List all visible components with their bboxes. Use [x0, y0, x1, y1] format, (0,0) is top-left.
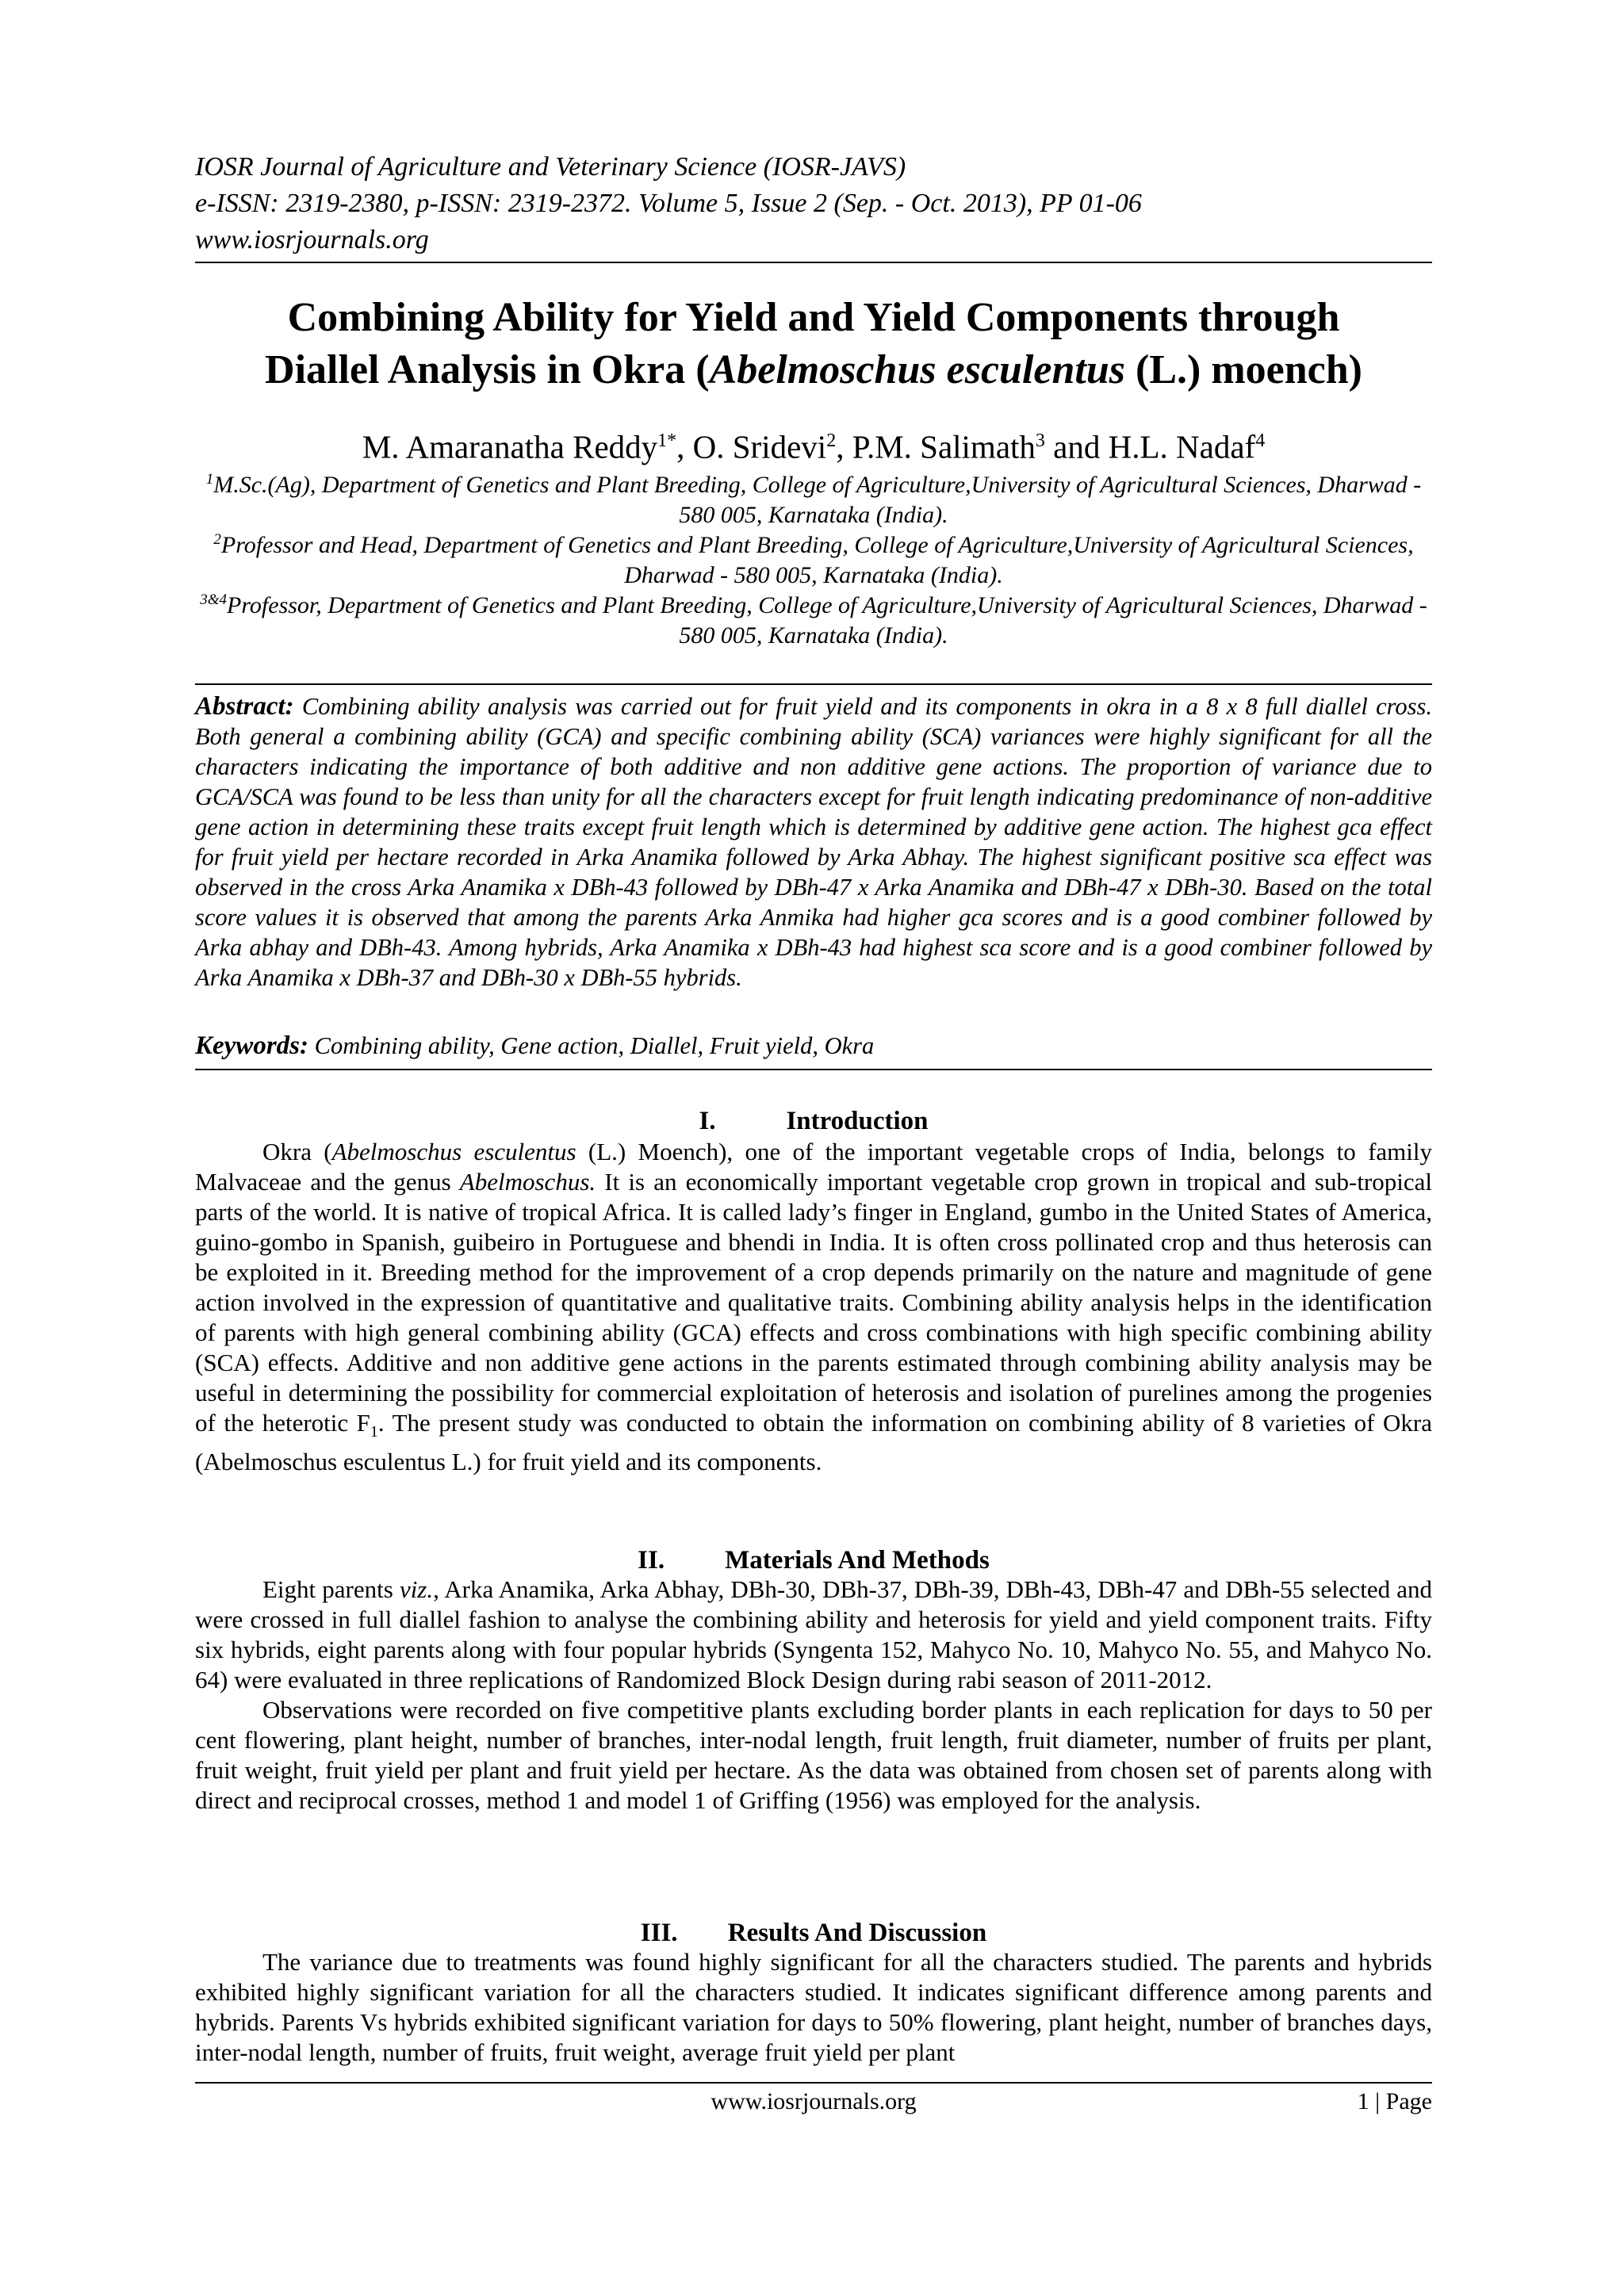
paragraph: Okra (Abelmoschus esculentus (L.) Moench), one of the important vegetable crops of India, belongs to family Malvaceae and the genus Abelmoschus. It is an economically important vegetable crop grown in tropical and sub-tropical parts of the world. It is native of tropical Africa. It is called lady’s finger in England, gumbo in the United States of America, guino-gombo in Spanish, guibeiro in Portuguese and bhendi in India. It is often cross pollinated crop and thus heterosis can be exploited in it. Breeding method for the improvement of a crop depends primarily on the nature and magnitude of gene action involved in the expression of quantitative and qualitative traits. Combining ability analysis helps in the identification of parents with high general combining ability (GCA) effects and cross combinations with high specific combining ability (SCA) effects. Additive and non additive gene actions in the parents estimated through combining ability analysis may be useful in determining the possibility for commercial exploitation of heterosis and isolation of purelines among the progenies of the heterotic $F_1$. The present study was conducted to obtain the information on combining ability of 8 varieties of Okra (Abelmoschus esculentus L.) for fruit yield and its components. [195, 1138, 1433, 1476]
footer-divider [195, 2082, 1432, 2084]
affiliation-3: $^{3\&4}$Professor, Department of Genetics and Plant Breeding, College of Agriculture,University of Agricultural Sciences, Dharwad - 580 005, Karnataka (India). [200, 591, 1427, 649]
affiliation-2: $^2$Professor and Head, Department of Genetics and Plant Breeding, College of Agriculture,University of Agricultural Sciences, Dharwad - 580 005, Karnataka (India). [213, 531, 1414, 588]
paragraph: Eight parents viz., Arka Anamika, Arka Abhay, DBh-30, DBh-37, DBh-39, DBh-43, DBh-47 and DBh-55 selected and were crossed in full diallel fashion to analyse the combining ability and heterosis for yield and yield component traits. Fifty six hybrids, eight parents along with four popular hybrids (Syngenta 152, Mahyco No. 10, Mahyco No. 55, and Mahyco No. 64) were evaluated in three replications of Randomized Block Design during rabi season of 2011-2012. [195, 1575, 1433, 1693]
abstract-bottom-divider [195, 1069, 1432, 1070]
abstract [195, 691, 1432, 993]
keywords-text: Combining ability, Gene action, Diallel, Fruit yield, Okra [308, 1032, 875, 1059]
journal-header [195, 149, 1432, 258]
paragraph: Observations were recorded on five competitive plants excluding border plants in each replication for days to 50 per cent flowering, plant height, number of branches, inter-nodal length, fruit length, fruit diameter, number of fruits per plant, fruit weight, fruit yield per plant and fruit yield per hectare. As the data was obtained from chosen set of parents along with direct and reciprocal crosses, method 1 and model 1 of Griffing (1956) was employed for the analysis. [195, 1696, 1432, 1814]
keywords-label: Keywords: [195, 1031, 308, 1060]
introduction-body [195, 1137, 1432, 1477]
journal-name: IOSR Journal of Agriculture and Veterinary Science (IOSR-JAVS) [195, 152, 906, 182]
results-discussion-body [195, 1947, 1432, 2068]
abstract-top-divider [195, 683, 1432, 685]
keywords [195, 1031, 1432, 1061]
footer-website: www.iosrjournals.org [710, 2088, 917, 2114]
title-line-2: Diallel Analysis in Okra (Abelmoschus esculentus (L.) moench) [265, 347, 1362, 392]
materials-methods-body [195, 1575, 1432, 1816]
author-list: M. Amaranatha Reddy$^{1*}$, O. Sridevi$^2$, P.M. Salimath$^3$ and H.L. Nadaf$^4$ [362, 428, 1266, 465]
abstract-text: Combining ability analysis was carried out for fruit yield and its components in okra in a 8 x 8 full diallel cross. Both general a combining ability (GCA) and specific combining ability (SCA) variances were highly significant for all the characters indicating the importance of both additive and non additive gene actions. The proportion of variance due to GCA/SCA was found to be less than unity for all the characters except for fruit length indicating predominance of non-additive gene action in determining these traits except fruit length which is determined by additive gene action. The highest gca effect for fruit yield per hectare recorded in Arka Anamika followed by Arka Abhay. The highest significant positive sca effect was observed in the cross Arka Anamika x DBh-43 followed by DBh-47 x Arka Anamika and DBh-47 x DBh-30. Based on the total score values it is observed that among the parents Arka Anmika had higher gca scores and is a good combiner followed by Arka abhay and DBh-43. Among hybrids, Arka Anamika x DBh-43 had highest sca score and is a good combiner followed by Arka Anamika x DBh-37 and DBh-30 x DBh-55 hybrids. [195, 693, 1432, 991]
paper-title [195, 292, 1432, 396]
paragraph: The variance due to treatments was found highly significant for all the characters studied. The parents and hybrids exhibited highly significant variation for all the characters studied. It indicates significant difference among parents and hybrids. Parents Vs hybrids exhibited significant variation for days to 50% flowering, plant height, number of branches days, inter-nodal length, number of fruits, fruit weight, average fruit yield per plant [195, 1948, 1432, 2066]
header-divider [195, 262, 1432, 263]
title-line-1: Combining Ability for Yield and Yield Components through [287, 295, 1340, 340]
section-heading-introduction: I. Introduction [699, 1107, 929, 1135]
page-number: 1 | Page [1357, 2088, 1432, 2114]
abstract-label: Abstract: [195, 692, 294, 721]
issn-line: e-ISSN: 2319-2380, p-ISSN: 2319-2372. Volume 5, Issue 2 (Sep. - Oct. 2013), PP 01-06 [195, 189, 1142, 218]
section-heading-materials-methods: II. Materials And Methods [638, 1546, 990, 1575]
journal-website: www.iosrjournals.org [195, 225, 429, 254]
affiliation-1: $^1$M.Sc.(Ag), Department of Genetics and Plant Breeding, College of Agriculture,University of Agricultural Sciences, Dharwad - 580 005, Karnataka (India). [205, 471, 1422, 528]
section-heading-results-discussion: III. Results And Discussion [640, 1919, 987, 1947]
